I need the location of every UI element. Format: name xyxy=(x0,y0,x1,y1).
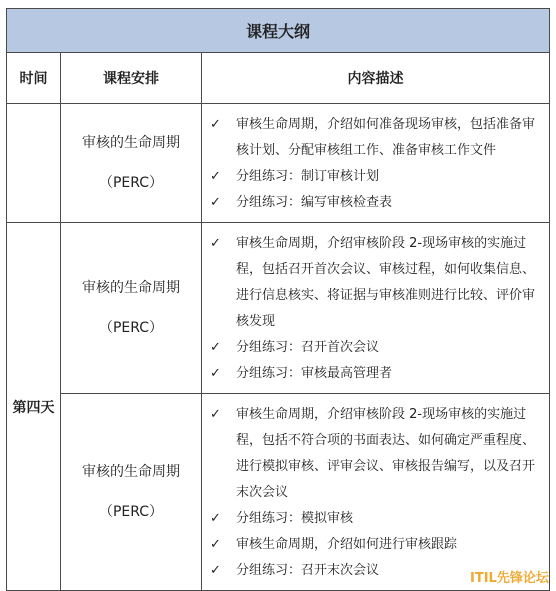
check-icon: ✓ xyxy=(210,407,221,422)
list-item: ✓ 审核生命周期，介绍如何进行审核跟踪 xyxy=(210,532,545,558)
list-item: ✓ 分组练习：模拟审核 xyxy=(210,506,545,532)
check-icon: ✓ xyxy=(210,511,221,526)
time-cell-empty xyxy=(7,104,61,223)
list-item: ✓ 分组练习：召开末次会议 xyxy=(210,558,545,584)
topic-code: （PERC） xyxy=(98,504,164,520)
table-title: 课程大纲 xyxy=(7,9,550,53)
arrangement-cell xyxy=(61,394,202,591)
topic-code: （PERC） xyxy=(98,175,164,191)
list-item: ✓ 分组练习：召开首次会议 xyxy=(210,335,545,361)
description-cell xyxy=(202,394,550,591)
description-cell xyxy=(202,223,550,394)
watermark: ITIL先锋论坛 xyxy=(470,571,549,586)
list-item: ✓ 分组练习：审核最高管理者 xyxy=(210,361,545,387)
header-time: 时间 xyxy=(7,53,61,104)
check-icon: ✓ xyxy=(210,195,221,210)
list-item: ✓ 分组练习：制订审核计划 xyxy=(210,164,545,190)
check-icon: ✓ xyxy=(210,563,221,578)
topic-label: 审核的生命周期 xyxy=(82,135,180,151)
check-icon: ✓ xyxy=(210,537,221,552)
day-cell: 第四天 xyxy=(7,223,61,591)
topic-label: 审核的生命周期 xyxy=(82,464,180,480)
header-arrangement: 课程安排 xyxy=(61,53,202,104)
list-item: ✓ 分组练习：编写审核检查表 xyxy=(210,190,545,216)
list-item: ✓ 审核生命周期，介绍如何准备现场审核，包括准备审核计划、分配审核组工作、准备审核工作文件 xyxy=(210,112,545,164)
list-item: ✓ 审核生命周期，介绍审核阶段 2-现场审核的实施过程，包括不符合项的书面表达、如何确定严重程度、进行模拟审核、评审会议、审核报告编写，以及召开末次会议 xyxy=(210,402,545,506)
description-cell xyxy=(202,104,550,223)
arrangement-cell xyxy=(61,104,202,223)
syllabus-table xyxy=(6,8,550,591)
topic-code: （PERC） xyxy=(98,320,164,336)
topic-label: 审核的生命周期 xyxy=(82,280,180,296)
check-icon: ✓ xyxy=(210,340,221,355)
header-description: 内容描述 xyxy=(202,53,550,104)
list-item: ✓ 审核生命周期，介绍审核阶段 2-现场审核的实施过程，包括召开首次会议、审核过程，如何收集信息、进行信息核实、将证据与审核准则进行比较、评价审核发现 xyxy=(210,231,545,335)
check-icon: ✓ xyxy=(210,169,221,184)
check-icon: ✓ xyxy=(210,117,221,132)
syllabus-container xyxy=(6,8,549,591)
check-icon: ✓ xyxy=(210,236,221,251)
arrangement-cell xyxy=(61,223,202,394)
check-icon: ✓ xyxy=(210,366,221,381)
